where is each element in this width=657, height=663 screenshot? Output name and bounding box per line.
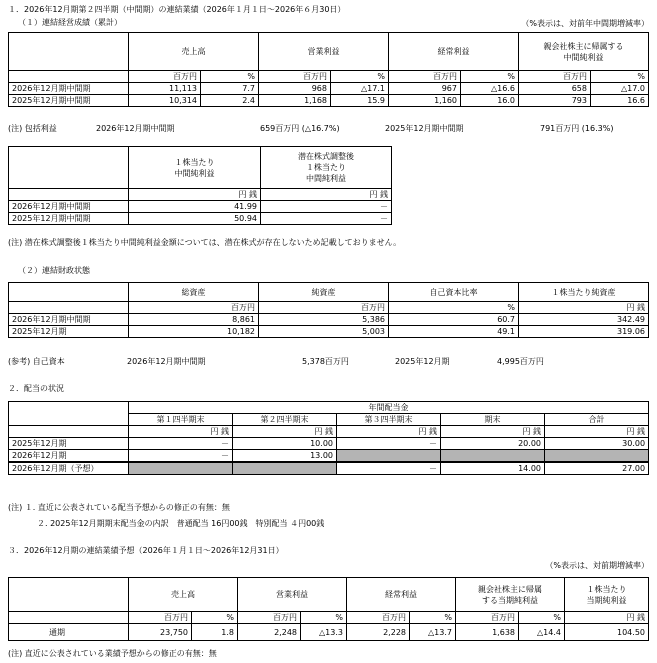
unit-cell: 百万円 (389, 71, 461, 83)
row-label: 2026年12月期中間期 (9, 314, 129, 326)
unit-cell: 円 銭 (565, 612, 649, 624)
value-cell: 10,314 (129, 95, 201, 107)
col-header-total: 合計 (545, 414, 649, 426)
value-cell: 342.49 (519, 314, 649, 326)
value-cell: 968 (259, 83, 331, 95)
unit-cell: % (331, 71, 389, 83)
value-cell: 967 (389, 83, 461, 95)
unit-cell: 円 銭 (545, 426, 649, 438)
col-header-operating: 営業利益 (259, 33, 389, 71)
unit-cell: 百万円 (129, 71, 201, 83)
equity-ref-value2: 4,995百万円 (497, 357, 544, 366)
value-cell: 5,386 (259, 314, 389, 326)
dividend-unit-blank (9, 426, 129, 438)
section1-subtitle: （１）連結経営成績（累計） (18, 18, 122, 27)
value-cell: △13.3 (301, 624, 347, 641)
row-label: 2026年12月期 (9, 450, 129, 463)
value-cell: 30.00 (545, 438, 649, 450)
value-cell: 20.00 (441, 438, 545, 450)
shaded-cell (233, 462, 337, 475)
value-cell: － (129, 450, 233, 463)
value-cell: 60.7 (389, 314, 519, 326)
equity-ref-period1: 2026年12月期中間期 (127, 357, 206, 366)
value-cell: △17.0 (591, 83, 649, 95)
value-cell: 13.00 (233, 450, 337, 463)
section2-title: （２）連結財政状態 (18, 266, 90, 275)
table-row (9, 201, 392, 213)
unit-cell: % (301, 612, 347, 624)
shaded-cell (337, 450, 441, 463)
row-label: 2026年12月期中間期 (9, 201, 129, 213)
unit-cell: 円 銭 (129, 426, 233, 438)
col-header-net: 親会社株主に帰属する 中間純利益 (519, 33, 649, 71)
value-cell: △16.6 (461, 83, 519, 95)
value-cell: 2,248 (238, 624, 301, 641)
row-label: 2026年12月期（予想） (9, 462, 129, 475)
value-cell: 658 (519, 83, 591, 95)
fp-corner (9, 283, 129, 302)
equity-ref-label: (参考) 自己資本 (8, 357, 65, 366)
col-header-eps: １株当たり 中間純利益 (129, 147, 261, 189)
col-header-bps: １株当たり純資産 (519, 283, 649, 302)
col-header-diluted-eps: 潜在株式調整後 １株当たり 中間純利益 (261, 147, 392, 189)
value-cell: △13.7 (410, 624, 456, 641)
value-cell: 2,228 (347, 624, 410, 641)
forecast-corner (9, 578, 129, 612)
eps-table (8, 146, 392, 225)
value-cell: 319.06 (519, 326, 649, 338)
unit-cell: 百万円 (259, 302, 389, 314)
forecast-note: (注) 直近に公表されている業績予想からの修正の有無：無 (8, 649, 217, 658)
unit-cell: 円 銭 (519, 302, 649, 314)
unit-cell: % (201, 71, 259, 83)
col-header-q1: 第１四半期末 (129, 414, 233, 426)
unit-cell: % (461, 71, 519, 83)
dividend-corner (9, 402, 129, 426)
col-header-year-end: 期末 (441, 414, 545, 426)
value-cell: － (129, 438, 233, 450)
unit-cell: % (389, 302, 519, 314)
table-row (9, 314, 649, 326)
comprehensive-income-value2: 791百万円 (16.3%) (540, 124, 614, 133)
forecast-unit-blank (9, 612, 129, 624)
row-label: 2026年12月期中間期 (9, 83, 129, 95)
value-cell: － (261, 201, 392, 213)
col-header-operating: 営業利益 (238, 578, 347, 612)
financial-position-table (8, 282, 649, 338)
row-label: 2025年12月期 (9, 326, 129, 338)
table-row (9, 438, 649, 450)
unit-cell: 円 銭 (261, 189, 392, 201)
unit-cell: % (410, 612, 456, 624)
value-cell: 16.6 (591, 95, 649, 107)
value-cell: △17.1 (331, 83, 389, 95)
value-cell: 27.00 (545, 462, 649, 475)
dividend-group-header: 年間配当金 (129, 402, 649, 414)
value-cell: 50.94 (129, 213, 261, 225)
value-cell: 41.99 (129, 201, 261, 213)
row-label: 2025年12月期中間期 (9, 95, 129, 107)
table-row (9, 326, 649, 338)
eps-note: (注) 潜在株式調整後１株当たり中間純利益金額については、潜在株式が存在しないため記載しておりません。 (8, 238, 402, 247)
unit-cell: % (519, 612, 565, 624)
value-cell: 1.8 (192, 624, 238, 641)
col-header-sales: 売上高 (129, 33, 259, 71)
row-label: 2025年12月期中間期 (9, 213, 129, 225)
unit-cell: 百万円 (347, 612, 410, 624)
section1-title: １．2026年12月期第２四半期（中間期）の連結業績（2026年１月１日～2026年６月30日） (8, 5, 346, 14)
unit-cell: 百万円 (129, 612, 192, 624)
table-row (9, 462, 649, 475)
value-cell: 15.9 (331, 95, 389, 107)
section1-pct-note: （%表示は、対前年中間期増減率） (521, 19, 649, 28)
unit-cell: 円 銭 (441, 426, 545, 438)
dividend-note2: ２. 2025年12月期期末配当金の内訳 普通配当 16円00銭 特別配当 ４円00銭 (37, 519, 325, 528)
comprehensive-income-period2: 2025年12月期中間期 (385, 124, 464, 133)
value-cell: － (337, 462, 441, 475)
value-cell: 7.7 (201, 83, 259, 95)
dividend-note1: (注) １. 直近に公表されている配当予想からの修正の有無：無 (8, 503, 230, 512)
value-cell: － (337, 438, 441, 450)
table-row (9, 83, 649, 95)
comprehensive-income-period1: 2026年12月期中間期 (96, 124, 175, 133)
table-row (9, 95, 649, 107)
value-cell: 104.50 (565, 624, 649, 641)
unit-cell: 百万円 (456, 612, 519, 624)
value-cell: 23,750 (129, 624, 192, 641)
unit-cell: 百万円 (238, 612, 301, 624)
col-header-q3: 第３四半期末 (337, 414, 441, 426)
col-header-q2: 第２四半期末 (233, 414, 337, 426)
forecast-table (8, 577, 649, 641)
shaded-cell (129, 462, 233, 475)
results-corner (9, 33, 129, 71)
unit-cell: % (591, 71, 649, 83)
value-cell: － (261, 213, 392, 225)
col-header-eps: １株当たり 当期純利益 (565, 578, 649, 612)
value-cell: 1,168 (259, 95, 331, 107)
unit-cell: 百万円 (519, 71, 591, 83)
value-cell: 793 (519, 95, 591, 107)
section4-pct-note: （%表示は、対前期増減率） (545, 561, 649, 570)
value-cell: 5,003 (259, 326, 389, 338)
value-cell: △14.4 (519, 624, 565, 641)
comprehensive-income-value1: 659百万円 (△16.7%) (260, 124, 340, 133)
value-cell: 2.4 (201, 95, 259, 107)
unit-cell: % (192, 612, 238, 624)
value-cell: 49.1 (389, 326, 519, 338)
value-cell: 16.0 (461, 95, 519, 107)
unit-cell: 円 銭 (337, 426, 441, 438)
table-row (9, 624, 649, 641)
results-unit-blank (9, 71, 129, 83)
section4-title: ３．2026年12月期の連結業績予想（2026年１月１日～2026年12月31日） (8, 546, 284, 555)
value-cell: 10.00 (233, 438, 337, 450)
eps-unit-blank (9, 189, 129, 201)
row-label: 2025年12月期 (9, 438, 129, 450)
shaded-cell (441, 450, 545, 463)
value-cell: 8,861 (129, 314, 259, 326)
col-header-total-assets: 総資産 (129, 283, 259, 302)
value-cell: 11,113 (129, 83, 201, 95)
unit-cell: 百万円 (259, 71, 331, 83)
col-header-net: 親会社株主に帰属 する当期純利益 (456, 578, 565, 612)
col-header-ordinary: 経常利益 (389, 33, 519, 71)
value-cell: 1,638 (456, 624, 519, 641)
equity-ref-period2: 2025年12月期 (395, 357, 450, 366)
fp-unit-blank (9, 302, 129, 314)
unit-cell: 百万円 (129, 302, 259, 314)
col-header-sales: 売上高 (129, 578, 238, 612)
results-table (8, 32, 649, 107)
eps-corner (9, 147, 129, 189)
unit-cell: 円 銭 (129, 189, 261, 201)
dividend-table (8, 401, 649, 475)
value-cell: 1,160 (389, 95, 461, 107)
col-header-net-assets: 純資産 (259, 283, 389, 302)
equity-ref-value1: 5,378百万円 (302, 357, 349, 366)
col-header-ordinary: 経常利益 (347, 578, 456, 612)
value-cell: 14.00 (441, 462, 545, 475)
section3-title: ２．配当の状況 (8, 384, 64, 393)
unit-cell: 円 銭 (233, 426, 337, 438)
comprehensive-income-label: (注) 包括利益 (8, 124, 57, 133)
col-header-equity-ratio: 自己資本比率 (389, 283, 519, 302)
table-row (9, 213, 392, 225)
row-label: 通期 (9, 624, 129, 641)
shaded-cell (545, 450, 649, 463)
value-cell: 10,182 (129, 326, 259, 338)
table-row (9, 450, 649, 463)
